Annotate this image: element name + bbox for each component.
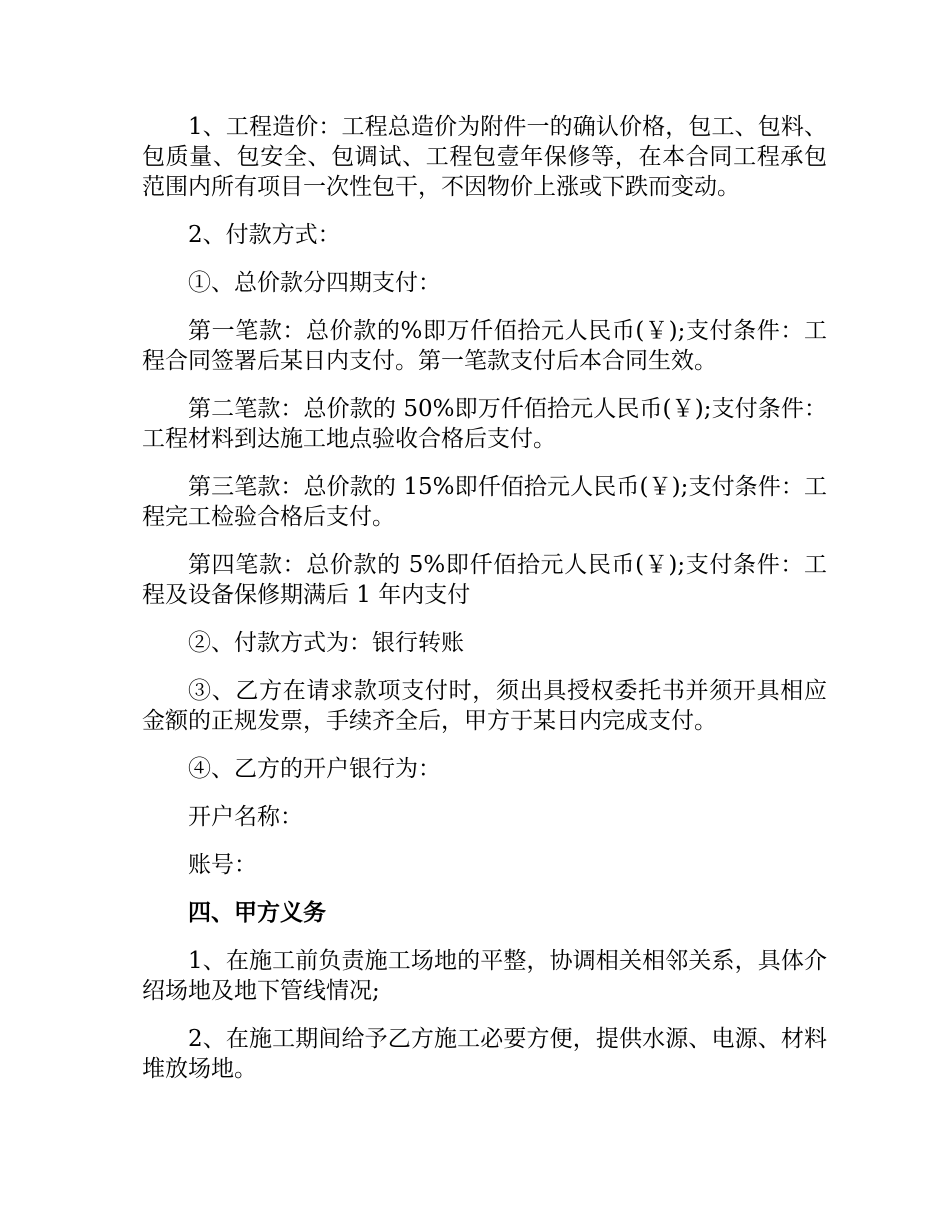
paragraph-second-payment: 第二笔款：总价款的 50%即万仟佰拾元人民币(￥);支付条件：工程材料到达施工地点验收合格后支付。 [142,396,827,452]
paragraph-bank-account: ④、乙方的开户银行为： [188,756,441,782]
paragraph-first-payment: 第一笔款：总价款的%即万仟佰拾元人民币(￥);支付条件：工程合同签署后某日内支付。第一笔款支付后本合同生效。 [142,318,827,374]
section-heading-party-a-obligations: 四、甲方义务 [188,900,326,926]
paragraph-fourth-payment: 第四笔款：总价款的 5%即仟佰拾元人民币(￥);支付条件：工程及设备保修期满后 1 年内支付 [142,552,827,608]
paragraph-construction-support: 2、在施工期间给予乙方施工必要方便，提供水源、电源、材料堆放场地。 [142,1026,827,1082]
paragraph-account-name: 开户名称： [188,804,303,830]
paragraph-third-payment: 第三笔款：总价款的 15%即仟佰拾元人民币(￥);支付条件：工程完工检验合格后支付。 [142,474,827,530]
paragraph-site-preparation: 1、在施工前负责施工场地的平整，协调相关相邻关系，具体介绍场地及地下管线情况; [142,948,827,1004]
paragraph-invoice-requirement: ③、乙方在请求款项支付时，须出具授权委托书并须开具相应金额的正规发票，手续齐全后，甲方于某日内完成支付。 [142,678,827,734]
paragraph-bank-transfer: ②、付款方式为：银行转账 [188,630,464,656]
document-page [142,112,827,1102]
paragraph-account-number: 账号： [188,852,257,878]
paragraph-project-price: 1、工程造价：工程总造价为附件一的确认价格，包工、包料、包质量、包安全、包调试、工程包壹年保修等，在本合同工程承包范围内所有项目一次性包干，不因物价上涨或下跌而变动。 [142,114,827,200]
paragraph-four-installments: ①、总价款分四期支付： [188,270,441,296]
paragraph-payment-method: 2、付款方式： [188,222,341,248]
